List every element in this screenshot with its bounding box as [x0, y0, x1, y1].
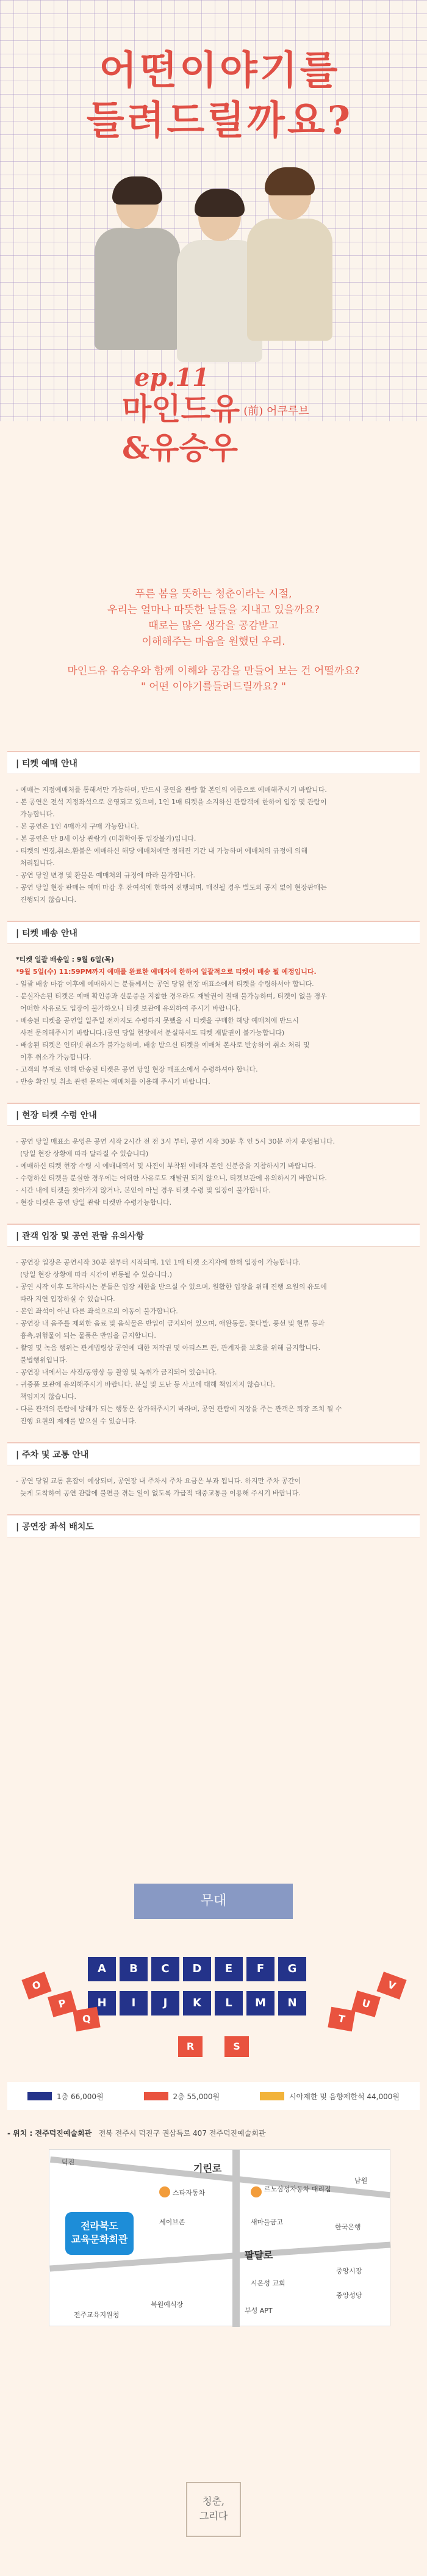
- section-body: [7, 944, 420, 1094]
- seat-block: F: [246, 1957, 274, 1981]
- performer-photo-left: [92, 180, 183, 351]
- info-section: [7, 921, 420, 1094]
- section-line: 불법행위입니다.: [16, 1356, 68, 1364]
- section-line: - 수령하신 티켓을 분실한 경우에는 어떠한 사유로도 재발권 되지 않으니, 티켓보관에 유의하시기 바랍니다.: [16, 1174, 327, 1182]
- legend-swatch: [27, 2092, 52, 2100]
- section-line: - 예매는 지정예매처를 통해서만 가능하며, 반드시 공연을 관람 할 본인의 이름으로 예매해주시기 바랍니다.: [16, 786, 327, 794]
- section-line: (당일 현장 상황에 따라 달라질 수 있습니다): [16, 1150, 149, 1158]
- venue-marker: [65, 2212, 134, 2255]
- section-line: - 공연 당일 변경 및 환불은 예매처의 규정에 따라 불가합니다.: [16, 871, 195, 879]
- section-line: - 공연 당일 교통 혼잡이 예상되며, 공연장 내 주차시 주차 요금은 부과 됩니다. 하지만 주차 공간이: [16, 1477, 301, 1485]
- section-line: 흉측,위험물이 되는 물품은 반입을 금지합니다.: [16, 1332, 156, 1340]
- section-header: [7, 1103, 420, 1126]
- section-line: - 공연장 내에서는 사진/동영상 등 촬영 및 녹취가 금지되어 있습니다.: [16, 1368, 217, 1376]
- section-line: 진행 요원의 제재를 받으실 수 있습니다.: [16, 1417, 137, 1425]
- info-section: [7, 1224, 420, 1434]
- map-label: 새마을금고: [251, 2218, 284, 2226]
- map-label: 남원: [354, 2177, 368, 2185]
- legend-swatch: [144, 2092, 168, 2100]
- seat-block: H: [88, 1991, 116, 2015]
- seat-block: R: [178, 2036, 203, 2057]
- seat-block: L: [215, 1991, 243, 2015]
- seat-row-front: [88, 1957, 306, 1981]
- section-line: (당일 현장 상황에 따라 시간이 변동될 수 있습니다.): [16, 1271, 173, 1279]
- seat-block: T: [328, 2007, 355, 2031]
- section-line: - 본인 좌석이 아닌 다른 좌석으로의 이동이 불가합니다.: [16, 1307, 178, 1315]
- venue-address: 전북 전주시 덕진구 권삼득로 407 전주덕진예술회관: [98, 2129, 266, 2138]
- seat-row-back: [88, 1991, 306, 2015]
- seat-block: A: [88, 1957, 116, 1981]
- map-road-label: 팔달로: [245, 2249, 273, 2261]
- legend-item: [260, 2091, 400, 2102]
- legend-item: [144, 2091, 220, 2102]
- map-road-label: 기린로: [193, 2163, 222, 2174]
- seat-block: M: [246, 1991, 274, 2015]
- info-sections: [7, 751, 420, 1546]
- section-header: [7, 921, 420, 944]
- map-label: 한국은행: [335, 2223, 361, 2231]
- seat-block: E: [215, 1957, 243, 1981]
- info-section: [7, 1514, 420, 1537]
- map-label: 중앙시장: [336, 2267, 362, 2275]
- section-line: - 본 공연은 전석 지정좌석으로 운영되고 있으며, 1인 1매 티켓을 소지하신 관람객에 한하여 입장 및 관람이: [16, 798, 327, 806]
- seat-block: S: [224, 2036, 249, 2057]
- map-label: 부성 APT: [245, 2307, 273, 2315]
- intro-line: 푸른 봄을 뜻하는 청춘이라는 시절,: [135, 588, 292, 600]
- info-section: [7, 1442, 420, 1506]
- legend-item: [27, 2091, 104, 2102]
- intro-text: [0, 586, 427, 695]
- hero-banner: [0, 0, 427, 421]
- venue-info: [7, 2128, 420, 2138]
- hero-title: [37, 46, 403, 146]
- seat-block: J: [151, 1991, 179, 2015]
- intro-line: 우리는 얼마나 따뜻한 날들을 지내고 있을까요?: [107, 604, 320, 616]
- section-line: 책임지지 않습니다.: [16, 1393, 77, 1401]
- section-body: [7, 774, 420, 912]
- section-title: | 티켓 배송 안내: [16, 928, 77, 938]
- section-line: - 공연 당일 현장 판매는 예매 마감 후 잔여석에 한하여 진행되며, 매진될 경우 별도의 공지 없이 현장판매는: [16, 883, 327, 891]
- venue-marker-line2: 교육문화회관: [71, 2233, 128, 2245]
- intro-line: 마인드유 유승우와 함께 이해와 공감을 만들어 보는 건 어떨까요?: [67, 665, 360, 677]
- performer-former-name: (前) 어쿠루브: [243, 405, 309, 418]
- section-line: 가능합니다.: [16, 810, 55, 818]
- section-line: - 반송 확인 및 취소 관련 문의는 예매처를 이용해 주시기 바랍니다.: [16, 1078, 210, 1086]
- map-label: 북원예식장: [151, 2301, 184, 2309]
- seat-block: C: [151, 1957, 179, 1981]
- section-title: | 티켓 예매 안내: [16, 758, 77, 769]
- seat-block: I: [120, 1991, 148, 2015]
- info-section: [7, 1103, 420, 1215]
- map-label: 스타자동차: [173, 2189, 206, 2197]
- section-line: 진행되지 않습니다.: [16, 896, 77, 904]
- legend-swatch: [260, 2092, 284, 2100]
- seat-block: G: [278, 1957, 306, 1981]
- map-label: 르노삼성자동차 대리점: [264, 2185, 331, 2193]
- section-line: - 고객의 부재로 인해 반송된 티켓은 공연 당일 현장 매표소에서 수령하셔야 합니다.: [16, 1065, 258, 1073]
- seat-block: V: [376, 1972, 406, 2000]
- performer-names: [122, 391, 317, 466]
- section-line: 이후 취소가 가능합니다.: [16, 1053, 92, 1061]
- section-line: - 예매하신 티켓 현장 수령 시 예매내역서 및 사진이 부착된 예매자 본인 신분증을 지참하시기 바랍니다.: [16, 1162, 317, 1170]
- section-line: - 일괄 배송 마감 이후에 예매하시는 분들께서는 공연 당일 현장 매표소에서 티켓을 수령하셔야 합니다.: [16, 980, 314, 988]
- info-section: [7, 751, 420, 912]
- section-line: - 공연 당일 매표소 운영은 공연 시작 2시간 전 전 3시 부터, 공연 시작 30분 후 인 5시 30분 까지 운영됩니다.: [16, 1137, 336, 1145]
- section-line: 사전 문의해주시기 바랍니다.(공연 당일 현장에서 분실하셔도 티켓 재발권이 불가능합니다): [16, 1029, 285, 1037]
- legend-label: 1층 66,000원: [56, 2092, 104, 2101]
- venue-marker-line1: 전라북도: [81, 2220, 118, 2232]
- section-line: - 티켓의 변경,취소,환불은 예매하신 해당 예매처에만 정해진 기간 내 가능하며 예매처의 규정에 의해: [16, 847, 307, 855]
- seat-block: D: [183, 1957, 211, 1981]
- intro-line: " 어떤 이야기를들려드릴까요? ": [141, 681, 286, 693]
- seat-block: N: [278, 1991, 306, 2015]
- logo-line1: 청춘,: [203, 2495, 224, 2507]
- section-header: [7, 1514, 420, 1537]
- section-line: *티켓 일괄 배송일 : 9월 6일(목): [16, 956, 114, 963]
- seat-block: Q: [73, 2007, 100, 2031]
- hero-title-line2: 들려드릴까요?: [86, 98, 353, 143]
- performer-name-1: 마인드유: [122, 391, 240, 427]
- section-line: - 공연장 입장은 공연시작 30분 전부터 시작되며, 1인 1매 티켓 소지자에 한해 입장이 가능합니다.: [16, 1258, 301, 1266]
- seat-block: P: [48, 1990, 77, 2017]
- seat-block: U: [351, 1990, 381, 2017]
- legend-label: 시야제한 및 음향제한석 44,000원: [289, 2092, 400, 2101]
- organizer-logo: [186, 2482, 241, 2537]
- section-header: [7, 1442, 420, 1465]
- section-line: - 배송된 티켓을 공연일 일주일 전까지도 수령하지 못했을 시 티켓을 구매한 해당 예매처에 반드시: [16, 1017, 299, 1025]
- map-label: 시온성 교회: [251, 2279, 285, 2287]
- hero-title-line1: 어떤이야기를: [99, 48, 340, 93]
- section-line: - 배송된 티켓은 인터넷 취소가 불가능하며, 배송 받으신 티켓을 예매처 본사로 반송하여 취소 처리 및: [16, 1041, 310, 1049]
- performer-photo-right: [244, 171, 336, 342]
- intro-line: 이해해주는 마음을 원했던 우리.: [142, 636, 285, 648]
- section-line: 어떠한 사유로도 입장이 불가하오니 티켓 보관에 유의하여 주시기 바랍니다.: [16, 1004, 240, 1012]
- legend-label: 2층 55,000원: [173, 2092, 220, 2101]
- section-line: - 본 공연은 1인 4매까지 구매 가능합니다.: [16, 822, 139, 830]
- section-body: [7, 1126, 420, 1215]
- section-line: *9월 5일(수) 11:59PM까지 예매를 완료한 예매자에 한하여 일괄적으로 티켓이 배송 될 예정입니다.: [16, 968, 317, 976]
- section-body: [7, 1465, 420, 1506]
- map-label: 전주교육지원청: [74, 2311, 120, 2319]
- section-line: - 현장 티켓은 공연 당일 관람 티켓만 수령가능합니다.: [16, 1199, 172, 1206]
- map-label: 중앙성당: [336, 2291, 362, 2299]
- section-line: - 촬영 및 녹음 행위는 관계법령상 공연에 대한 저작권 및 아티스트 관, 관계자를 보호를 위해 금지합니다.: [16, 1344, 321, 1352]
- stage-block: 무대: [134, 1884, 293, 1919]
- episode-label: ep.11: [134, 363, 210, 392]
- section-line: - 본 공연은 만 8세 이상 관람가 (미취학아동 입장불가)입니다.: [16, 835, 196, 843]
- section-line: - 분실자손된 티켓은 예매 확인증과 신분증을 지참한 경우라도 재발권이 절대 불가능하며, 티켓이 없을 경우: [16, 992, 327, 1000]
- map-label: 세이브존: [159, 2218, 185, 2226]
- section-line: - 공연 시작 이후 도착하시는 분들은 입장 제한을 받으실 수 있으며, 원활한 입장을 위해 진행 요원의 유도에: [16, 1283, 327, 1291]
- section-line: 따라 지연 입장하실 수 있습니다.: [16, 1295, 115, 1303]
- seat-map: [7, 1853, 420, 2073]
- section-line: - 시간 내에 티켓을 찾아가지 않거나, 본인이 아닐 경우 티켓 수령 및 입장이 불가합니다.: [16, 1186, 271, 1194]
- section-line: - 공연장 내 음주를 제외한 음료 및 음식물은 반입이 금지되어 있으며, 애완동물, 꽃다발, 풍선 및 현류 등과: [16, 1319, 325, 1327]
- section-title: | 관객 입장 및 공연 관람 유의사항: [16, 1231, 145, 1241]
- section-title: | 공연장 좌석 배치도: [16, 1522, 94, 1532]
- section-header: [7, 1224, 420, 1247]
- map-label: 덕진: [62, 2158, 75, 2166]
- seat-block: B: [120, 1957, 148, 1981]
- section-body: [7, 1247, 420, 1434]
- section-title: | 주차 및 교통 안내: [16, 1449, 89, 1460]
- section-header: [7, 751, 420, 774]
- section-title: | 현장 티켓 수령 안내: [16, 1110, 97, 1120]
- intro-line: 때로는 많은 생각을 공감받고: [148, 620, 279, 632]
- performer-name-2: &유승우: [122, 430, 239, 466]
- logo-line2: 그리다: [199, 2510, 228, 2522]
- price-legend: [7, 2082, 420, 2110]
- venue-label: - 위치 : 전주덕진예술회관: [7, 2129, 92, 2138]
- section-line: - 귀중품 보관에 유의해주시기 바랍니다. 분실 및 도난 등 사고에 대해 책임지지 않습니다.: [16, 1381, 275, 1388]
- section-line: 처리됩니다.: [16, 859, 55, 867]
- seat-block: K: [183, 1991, 211, 2015]
- section-line: 늦게 도착하여 공연 관람에 불편을 겪는 일이 없도록 가급적 대중교통을 이용해 주시기 바랍니다.: [16, 1489, 301, 1497]
- section-line: - 다른 관객의 관람에 방해가 되는 행동은 삼가해주시기 바라며, 공연 관람에 지장을 주는 관객은 퇴장 조치 될 수: [16, 1405, 342, 1413]
- seat-block: O: [21, 1972, 51, 2000]
- location-map: [49, 2149, 390, 2326]
